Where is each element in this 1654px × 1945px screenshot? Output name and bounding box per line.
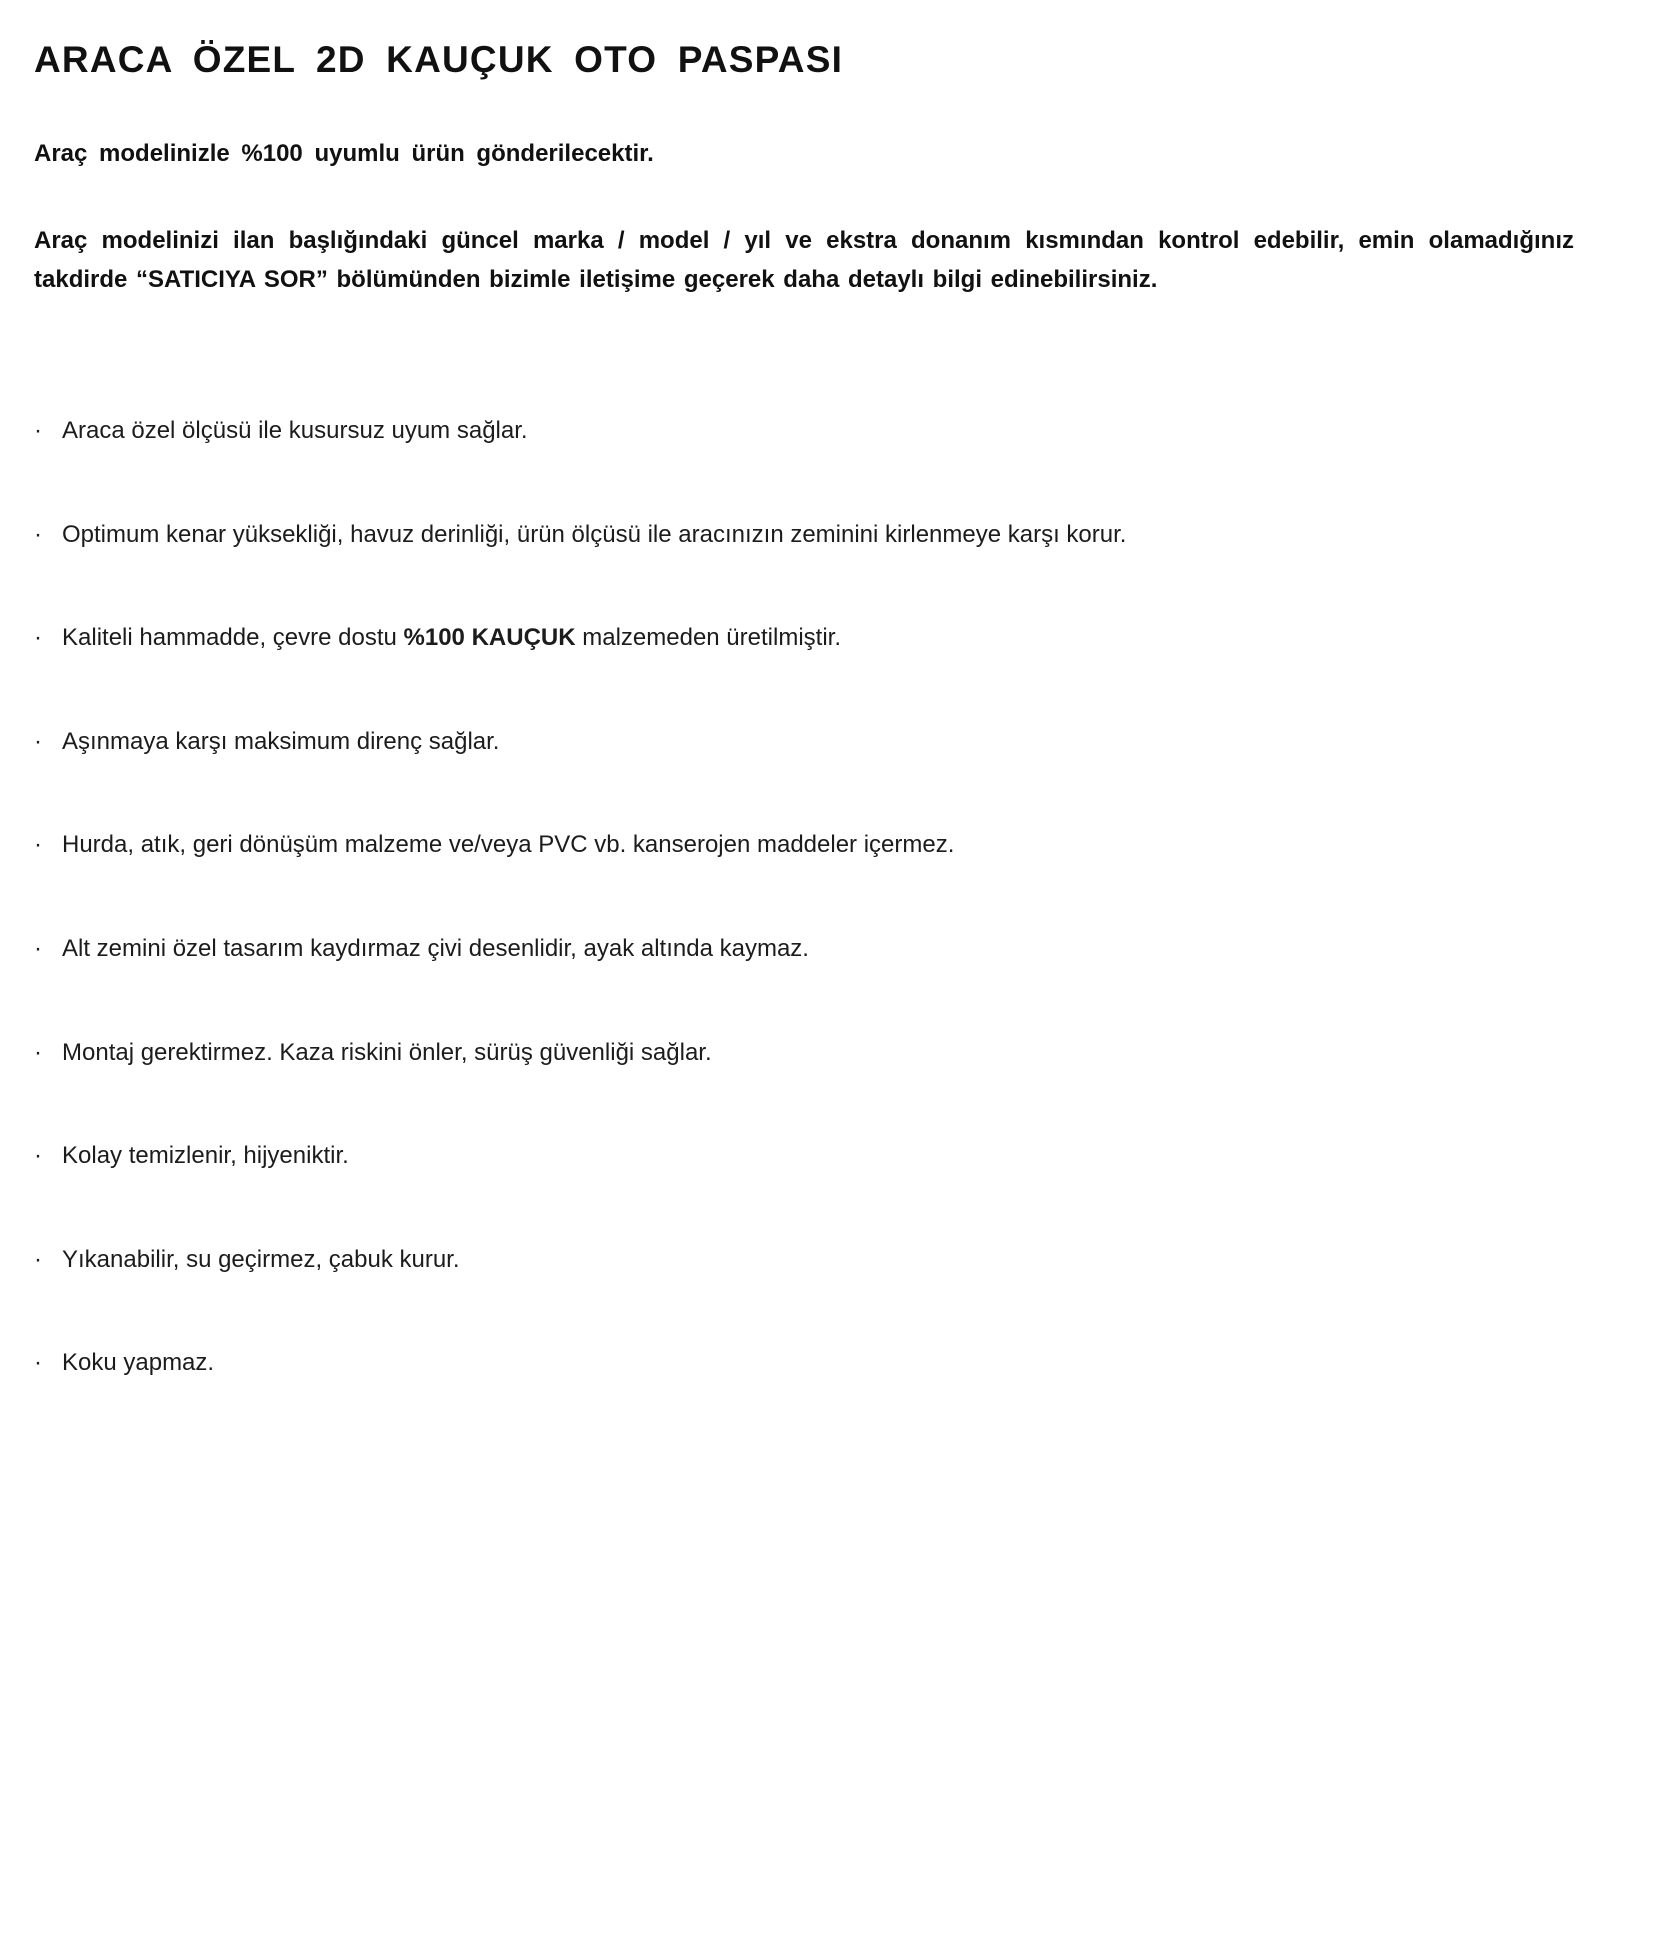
page-title: ARACA ÖZEL 2D KAUÇUK OTO PASPASI xyxy=(34,39,844,80)
bullet-icon: · xyxy=(34,1142,42,1170)
bullet-icon: · xyxy=(34,416,42,444)
feature-text xyxy=(62,621,1614,655)
feature-text-pre: Araca özel ölçüsü ile kusursuz uyum sağlar. xyxy=(62,416,528,444)
feature-text xyxy=(62,1243,1614,1277)
feature-list-item xyxy=(34,828,1614,862)
feature-text-pre: Koku yapmaz. xyxy=(62,1349,215,1377)
feature-text-pre: Alt zemini özel tasarım kaydırmaz çivi desenlidir, ayak altında kaymaz. xyxy=(62,934,809,962)
bullet-icon: · xyxy=(34,934,42,962)
feature-list-item xyxy=(34,1036,1614,1070)
feature-list-item xyxy=(34,932,1614,966)
feature-list xyxy=(34,414,1614,1380)
feature-text xyxy=(62,932,1614,966)
feature-text-pre: Montaj gerektirmez. Kaza riskini önler, sürüş güvenliği sağlar. xyxy=(62,1038,712,1066)
feature-text xyxy=(62,518,1614,552)
feature-list-item xyxy=(34,621,1614,655)
feature-list-item xyxy=(34,725,1614,759)
feature-list-item xyxy=(34,414,1614,448)
intro-compatibility-line: Araç modelinizle %100 uyumlu ürün gönderilecektir. xyxy=(34,140,654,168)
bullet-icon: · xyxy=(34,1349,42,1377)
feature-text xyxy=(62,828,1614,862)
feature-text xyxy=(62,725,1614,759)
feature-text xyxy=(62,1139,1614,1173)
bullet-icon: · xyxy=(34,1038,42,1066)
intro-instructions-paragraph: Araç modelinizi ilan başlığındaki güncel marka / model / yıl ve ekstra donanım kısmından kontrol edebilir, emin olamadığınız takdirde “SATICIYA SOR” bölümünden bizimle iletişime geçerek daha detaylı bilgi edinebilirsiniz. xyxy=(34,227,1574,293)
bullet-icon: · xyxy=(34,831,42,859)
feature-list-item xyxy=(34,1243,1614,1277)
bullet-icon: · xyxy=(34,624,42,652)
feature-text-pre: Kolay temizlenir, hijyeniktir. xyxy=(62,1142,349,1170)
bullet-icon: · xyxy=(34,727,42,755)
feature-text xyxy=(62,1346,1614,1380)
feature-list-item xyxy=(34,1346,1614,1380)
feature-list-item xyxy=(34,1139,1614,1173)
intro-block xyxy=(34,137,1614,299)
bullet-icon: · xyxy=(34,520,42,548)
feature-text-post: malzemeden üretilmiştir. xyxy=(575,624,841,652)
feature-text-emphasis: %100 KAUÇUK xyxy=(403,624,576,652)
feature-text xyxy=(62,414,1614,448)
feature-text-pre: Kaliteli hammadde, çevre dostu xyxy=(62,624,404,652)
feature-text-pre: Yıkanabilir, su geçirmez, çabuk kurur. xyxy=(62,1245,460,1273)
feature-text xyxy=(62,1036,1614,1070)
feature-text-pre: Hurda, atık, geri dönüşüm malzeme ve/veya PVC vb. kanserojen maddeler içermez. xyxy=(62,831,955,859)
feature-list-item xyxy=(34,518,1614,552)
bullet-icon: · xyxy=(34,1245,42,1273)
feature-text-pre: Aşınmaya karşı maksimum direnç sağlar. xyxy=(62,727,500,755)
feature-text-pre: Optimum kenar yüksekliği, havuz derinliği, ürün ölçüsü ile aracınızın zeminini kirlenmeye karşı korur. xyxy=(62,520,1127,548)
